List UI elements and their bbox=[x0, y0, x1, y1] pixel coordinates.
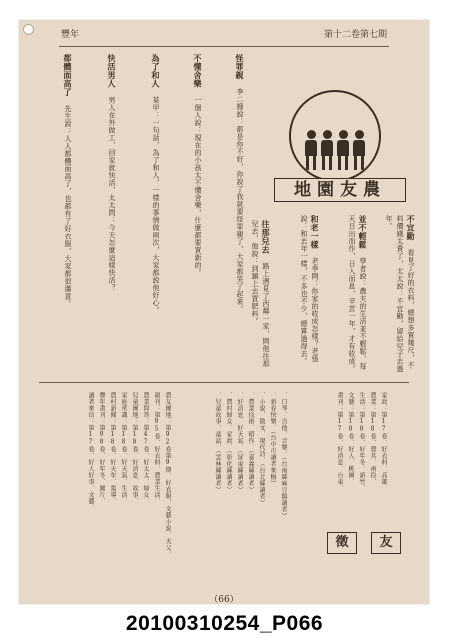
farmer-figure bbox=[305, 130, 317, 170]
index-line: 兒童園地：第18卷．好消息．故事． bbox=[131, 392, 138, 505]
farmer-figure bbox=[353, 130, 365, 170]
index-line: 畫刊：第17卷．好消息．台東． bbox=[336, 392, 343, 492]
header-publication: 豐年 bbox=[61, 30, 80, 40]
section-divider bbox=[39, 382, 409, 383]
page-number: （66） bbox=[209, 595, 239, 605]
index-line: ．小說．散文．現代詩．（台北縣讀者） bbox=[258, 392, 265, 506]
index-line: ．農村婦女．家政．（彰化縣讀者） bbox=[225, 392, 232, 493]
magazine-page bbox=[19, 20, 429, 604]
column-body: 男人在外做工，回家就快活，太太問：今天怎麼這樣快活？ bbox=[108, 96, 116, 292]
index-line: 家庭常識：第18卷．好天氣．生活． bbox=[120, 392, 127, 505]
article-column-1 bbox=[370, 215, 416, 375]
column-body: 老李問：你家的收成怎樣？老張說：和去年一樣，不多也不少，總算過得去。 bbox=[300, 215, 319, 365]
index-line: 家政：第17卷．好衣料．高雄． bbox=[380, 392, 387, 492]
column-body: 學者說：農夫的生活並不輕鬆，每天日出而作，日入而息，辛苦一年，才有收成。 bbox=[348, 215, 367, 373]
article-column-4 bbox=[247, 220, 271, 370]
tag-you: 友 bbox=[371, 532, 401, 554]
article-column-6 bbox=[163, 54, 203, 379]
column-title: 和老一樣 bbox=[310, 215, 320, 249]
index-line: 讀者來信：第17卷．好人好事．文藝． bbox=[87, 392, 94, 511]
index-line: ．口琴．吉他．音樂．（台南縣麻豆鎮讀者） bbox=[280, 392, 287, 519]
page-corner bbox=[23, 24, 34, 35]
article-column-2 bbox=[322, 215, 368, 375]
column-title: 為了和人 bbox=[151, 54, 161, 88]
index-middle bbox=[179, 392, 289, 582]
header-volume-issue: 第十二卷第七期 bbox=[323, 30, 387, 40]
column-body: 一個人說：現在的小孩太不懂舍樂，什麼都要買新的。 bbox=[194, 96, 202, 277]
column-body: 路上遇見了西鄰一家，問他往那兒去，他說：到鎮上去買肥料。 bbox=[251, 220, 270, 368]
index-line: 生活：第18卷．好年冬．新竹． bbox=[358, 392, 365, 492]
index-line: 文藝：第18卷．好人．桃園． bbox=[347, 392, 354, 485]
farmers-illustration bbox=[289, 90, 381, 182]
column-title: 都體面高了 bbox=[63, 54, 73, 97]
archive-caption: 20100310254_P066 bbox=[125, 612, 324, 635]
column-body: 先生說：人人都體面高了，也都有了好衣服，大家都很滿意。 bbox=[64, 105, 72, 308]
tag-zheng: 徵 bbox=[327, 532, 357, 554]
index-line: ．農業技術．稻作．（嘉義縣讀者） bbox=[247, 392, 254, 493]
article-column-8 bbox=[75, 54, 117, 379]
masthead-title: 地園友農 bbox=[274, 178, 406, 202]
article-column-7 bbox=[119, 54, 161, 379]
index-line: 農友園地：第92卷第9期．好衣服，文藝小說．天父． bbox=[164, 392, 171, 558]
column-body: 李二嫂說：都是你不好，你說了我就要怪罪親了，大家都笑了起來。 bbox=[236, 88, 244, 313]
column-body: 某甲：一句話，為了和人，一樣的事情做兩次，大家都說他好心。 bbox=[152, 96, 160, 314]
column-title: 不宜勤 bbox=[406, 215, 416, 241]
index-line: 豐年畫刊：第98卷．好年冬．圖片． bbox=[98, 392, 105, 505]
index-line: 農業：第18卷．農具．南投． bbox=[369, 392, 376, 485]
index-left bbox=[33, 392, 173, 582]
column-masthead bbox=[274, 90, 404, 208]
index-line: ．好消息．好天氣．（屏東縣讀者） bbox=[236, 392, 243, 493]
index-line: ．兒童故事．童話．（雲林縣讀者） bbox=[214, 392, 221, 493]
index-line: 農村新聞：第18卷．好天年．報導． bbox=[109, 392, 116, 505]
page-header bbox=[59, 24, 389, 47]
article-column-3 bbox=[274, 215, 320, 375]
column-title: 往那兒去 bbox=[261, 220, 271, 254]
index-line: 副刊：第95卷．好衣料．農業生活． bbox=[153, 392, 160, 505]
farmer-figure bbox=[321, 130, 333, 170]
article-column-9 bbox=[31, 54, 73, 379]
article-column-5 bbox=[205, 54, 245, 379]
column-title: 並不輕鬆 bbox=[358, 215, 368, 249]
column-body: 看見了好的衣料，總想多買幾尺，不料價錢太貴了，太太說：不宜勤，留給兒子去過年。 bbox=[385, 215, 415, 373]
column-title: 不懂舍樂 bbox=[193, 54, 203, 88]
farmer-figure bbox=[337, 130, 349, 170]
index-right bbox=[294, 392, 389, 522]
index-line: ．新春快樂．（台中市讀者來稿） bbox=[269, 392, 276, 487]
column-title: 快活男人 bbox=[107, 54, 117, 88]
index-line: 農業問答：第47卷．好太太．婦女． bbox=[142, 392, 149, 505]
column-title: 怪罪親 bbox=[235, 54, 245, 80]
